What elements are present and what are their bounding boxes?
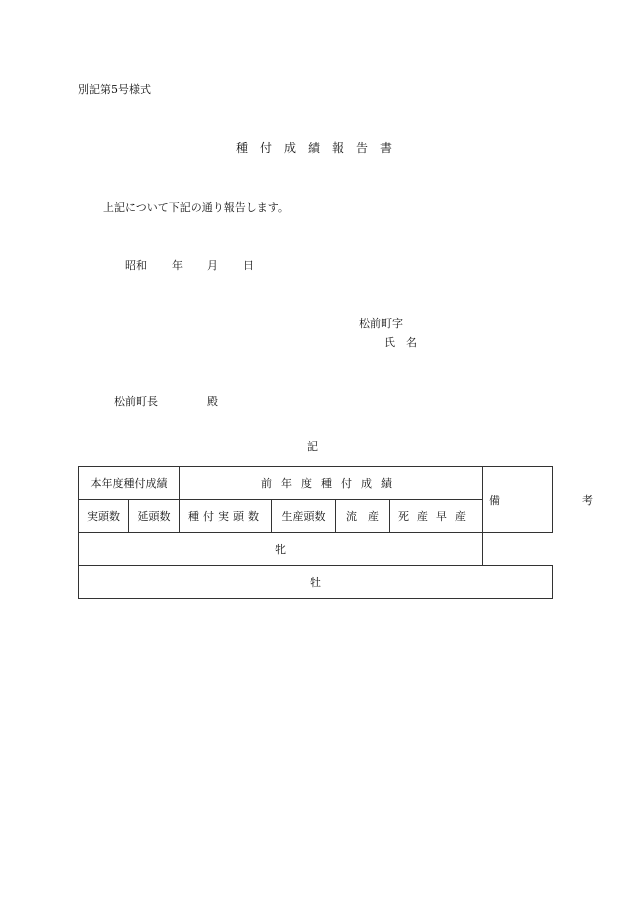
breeding-results-table [78,466,613,599]
header-production-count: 生産頭数 [272,500,336,533]
addressee-honorific: 殿 [207,395,218,408]
form-number-label: 別記第5号様式 [78,83,151,96]
table-header-row-2 [79,500,553,533]
header-actual-head-count: 実頭数 [79,500,129,533]
header-total-head-count: 延頭数 [129,500,180,533]
addressee-name: 松前町長 [114,395,158,408]
date-month-unit: 月 [207,259,218,272]
date-era: 昭和 [125,259,147,272]
table-row-male [79,566,553,599]
header-remarks [483,467,613,533]
header-previous-year-results: 前年度種付成績 [180,467,483,500]
reporter-address-label: 松前町字 [359,317,403,330]
table-row-female [79,533,553,566]
remarks-label: 備 考 [489,493,613,507]
row-label-male: 牡 [79,566,553,599]
header-breeding-actual-count: 種付実頭数 [180,500,272,533]
table-header-row-1 [79,467,553,500]
header-miscarriage: 流 産 [336,500,390,533]
header-stillbirth-premature: 死産早産 [390,500,483,533]
row-label-female: 牝 [79,533,483,566]
date-year-unit: 年 [172,259,183,272]
reporter-name-label: 氏 名 [384,336,417,349]
header-current-year-results: 本年度種付成績 [79,467,180,500]
ki-heading: 記 [307,440,318,453]
document-title: 種付成績報告書 [236,141,405,155]
intro-text: 上記について下記の通り報告します。 [103,201,289,214]
date-day-unit: 日 [243,259,254,272]
